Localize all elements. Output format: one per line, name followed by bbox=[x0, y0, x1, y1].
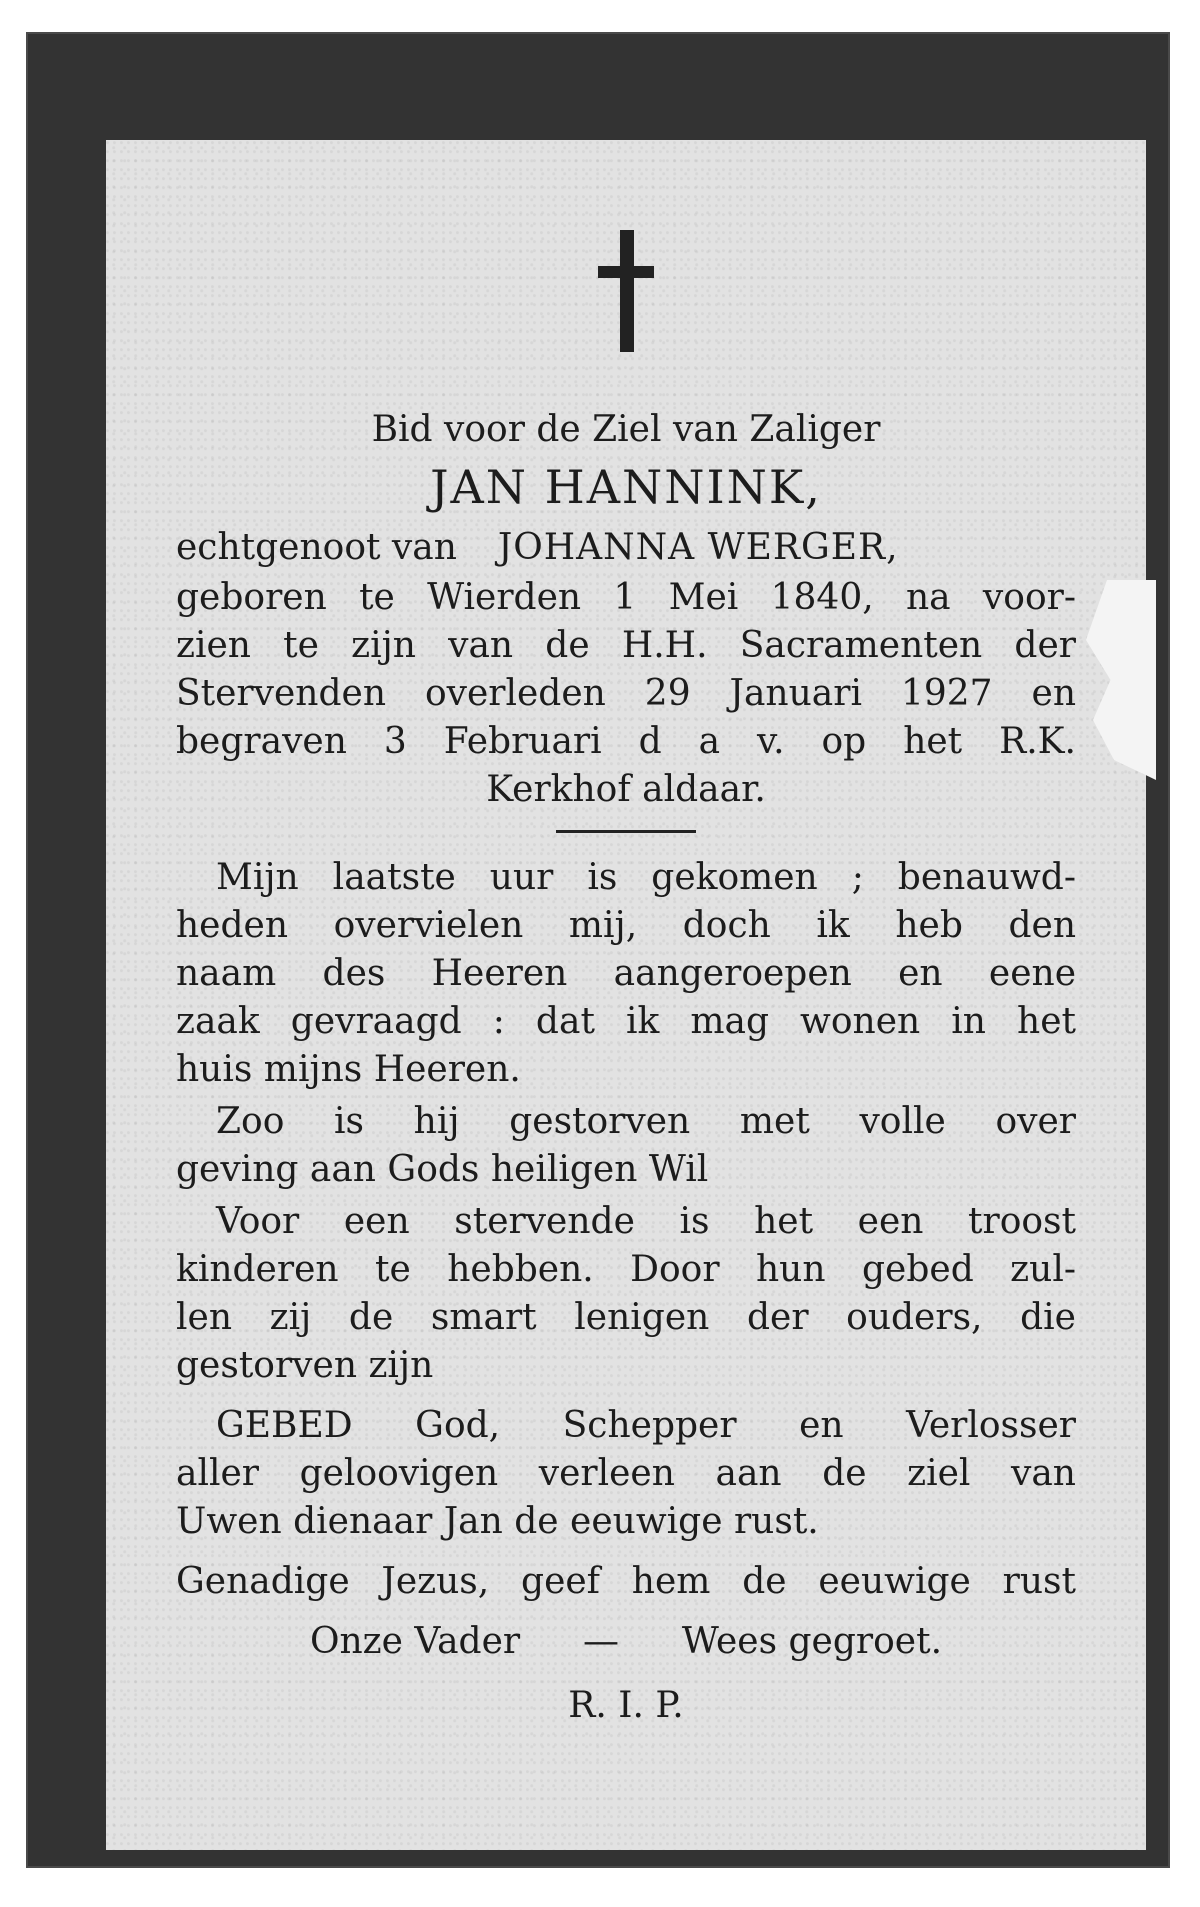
invocation: Genadige Jezus, geef hem de eeuwige rust bbox=[176, 1561, 1076, 1602]
divider bbox=[556, 830, 696, 833]
spouse-prefix: echtgenoot van bbox=[176, 527, 457, 568]
verse-line: kinderen te hebben. Door hun gebed zul- bbox=[176, 1249, 1076, 1290]
bio-line-last: Kerkhof aldaar. bbox=[486, 769, 766, 810]
spouse-name: JOHANNA WERGER, bbox=[497, 527, 899, 568]
bio-line: Stervenden overleden 29 Januari 1927 en bbox=[176, 673, 1076, 714]
verse-line: heden overvielen mij, doch ik heb den bbox=[176, 905, 1076, 946]
bio-line: zien te zijn van de H.H. Sacramenten der bbox=[176, 625, 1076, 666]
prayer-line-last: Uwen dienaar Jan de eeuwige rust. bbox=[176, 1501, 819, 1542]
torn-edge bbox=[1086, 580, 1156, 780]
verse-line-last: huis mijns Heeren. bbox=[176, 1049, 521, 1090]
bio-line: geboren te Wierden 1 Mei 1840, na voor- bbox=[176, 577, 1076, 618]
deceased-name: JAN HANNINK, bbox=[430, 460, 822, 514]
closing-left: Onze Vader bbox=[309, 1621, 521, 1662]
closing-prayers bbox=[176, 1620, 1076, 1664]
spouse-line bbox=[176, 526, 1076, 570]
cross-icon bbox=[598, 230, 654, 352]
card-frame bbox=[26, 32, 1170, 1868]
verse-line: zaak gevraagd : dat ik mag wonen in het bbox=[176, 1001, 1076, 1042]
memorial-card bbox=[106, 140, 1146, 1850]
verse-line: len zij de smart lenigen der ouders, die bbox=[176, 1297, 1076, 1338]
verse-line: Mijn laatste uur is gekomen ; benauwd- bbox=[216, 857, 1076, 898]
verse-line: Voor een stervende is het een troost bbox=[216, 1201, 1076, 1242]
closing-right: Wees gegroet. bbox=[681, 1621, 943, 1662]
prayer-line: GEBED God, Schepper en Verlosser bbox=[216, 1405, 1076, 1446]
rip: R. I. P. bbox=[568, 1685, 684, 1726]
verse-line-last: gestorven zijn bbox=[176, 1345, 434, 1386]
bio-line: begraven 3 Februari d a v. op het R.K. bbox=[176, 721, 1076, 762]
prayer-line: aller geloovigen verleen aan de ziel van bbox=[176, 1453, 1076, 1494]
verse-line: Zoo is hij gestorven met volle over bbox=[216, 1101, 1076, 1142]
closing-dash: — bbox=[583, 1621, 620, 1662]
verse-line: naam des Heeren aangeroepen en eene bbox=[176, 953, 1076, 994]
opening-line: Bid voor de Ziel van Zaliger bbox=[371, 409, 881, 450]
verse-line-last: geving aan Gods heiligen Wil bbox=[176, 1149, 709, 1190]
